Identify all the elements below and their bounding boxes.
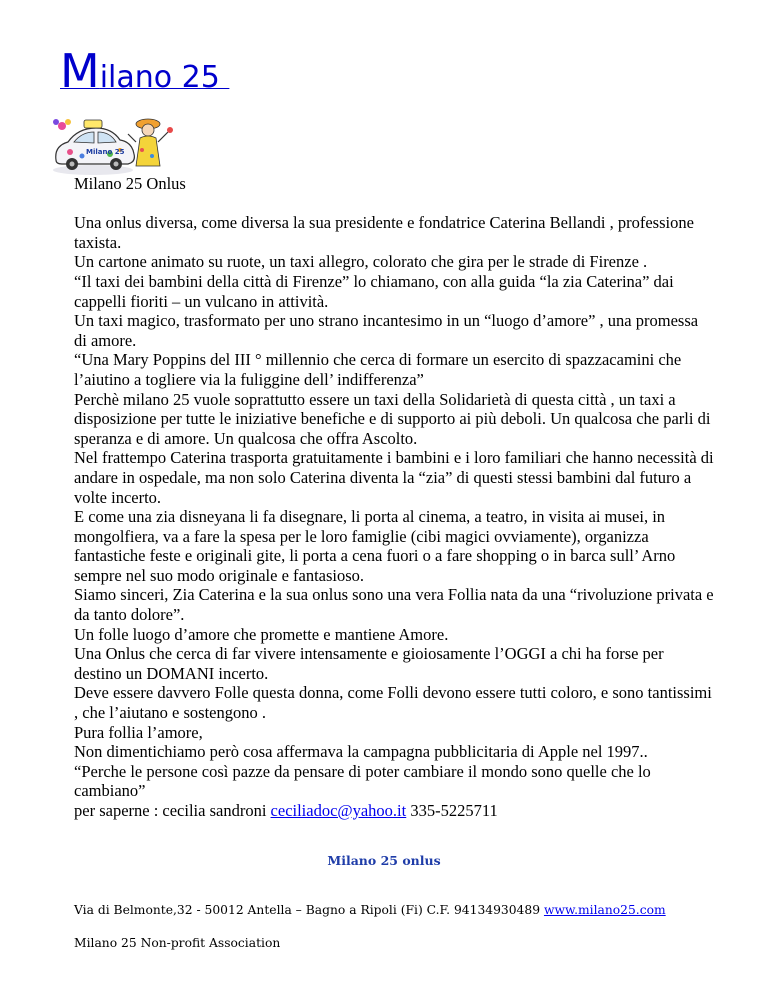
body-paragraph: Una onlus diversa, come diversa la sua presidente e fondatrice Caterina Bellandi , professione taxista. [74, 213, 694, 252]
body-paragraph: “Il taxi dei bambini della città di Firenze” lo chiamano, con alla guida “la zia Caterina” dai cappelli fioriti – un vulcano in attività. [74, 271, 674, 311]
cartoon-taxi-logo-icon [48, 110, 180, 178]
footer-address-line [74, 903, 734, 917]
body-paragraph: Una Onlus che cerca di far vivere intensamente e gioiosamente l’OGGI a chi ha forse per destino un DOMANI incerto. [74, 644, 664, 683]
body-paragraph: “Una Mary Poppins del III ° millennio che cerca di formare un esercito di spazzacamini che l’aiutino a togliere via la fuliggine dell’ indifferenza” [74, 350, 682, 389]
body-paragraph: Nel frattempo Caterina trasporta gratuitamente i bambini e i loro familiari che hanno necessità di andare in ospedale, ma non solo Caterina diventa la “zia” di questi stessi bambini dal futuro a volte incerto. [74, 448, 714, 507]
footer-address: Via di Belmonte,32 - 50012 Antella – Bagno a Ripoli (Fi) C.F. 94134930489 [74, 903, 544, 917]
body-paragraph: Non dimentichiamo però cosa affermava la campagna pubblicitaria di Apple nel 1997.. [74, 742, 648, 762]
website-link[interactable]: www.milano25.com [543, 903, 666, 917]
body-paragraph: Siamo sinceri, Zia Caterina e la sua onlus sono una vera Follia nata da una “rivoluzione privata e da tanto dolore”. [74, 585, 714, 625]
body-paragraph: Un cartone animato su ruote, un taxi allegro, colorato che gira per le strade di Firenze . [74, 252, 648, 272]
title-initial: M [60, 44, 100, 98]
body-paragraph: E come una zia disneyana li fa disegnare, li porta al cinema, a teatro, in visita ai musei, in mongolfiera, va a fare la spesa per le loro famiglie (cibi magici ovviamente), organizza fantastiche feste e originali gite, li porta a cena fuori o a fare shopping o in barca sull’ Arno sempre nel suo modo originale e fantasioso. [74, 507, 676, 585]
paragraph-spacer [74, 194, 714, 214]
contact-email-link[interactable]: ceciliadoc@yahoo.it [270, 801, 407, 820]
body-paragraph: Pura follia l’amore, [74, 722, 203, 742]
title-rest: ilano 25 [99, 60, 230, 95]
body-paragraph: Un taxi magico, trasformato per uno strano incantesimo in un “luogo d’amore” , una promessa di amore. [74, 311, 699, 350]
body-paragraph: Un folle luogo d’amore che promette e mantiene Amore. [74, 624, 449, 644]
svg-text:Milano 25: Milano 25 [86, 148, 125, 156]
contact-line [74, 801, 714, 821]
contact-phone: 335-5225711 [406, 801, 498, 820]
contact-prefix: per saperne : cecilia sandroni [74, 801, 271, 820]
footer-tagline: Milano 25 Non-profit Association [74, 936, 281, 950]
page-title [60, 44, 230, 98]
org-name: Milano 25 Onlus [74, 174, 186, 193]
body-paragraph: Perchè milano 25 vuole soprattutto essere un taxi della Solidarietà di questa città , un taxi a disposizione per tutte le iniziative benefiche e di supporto ai più deboli. Un qualcosa che parli di speranza e di amore. Un qualcosa che offra Ascolto. [74, 389, 711, 448]
footer-org-title: Milano 25 onlus [327, 853, 441, 868]
body-paragraph: “Perche le persone così pazze da pensare di poter cambiare il mondo sono quelle che lo cambiano” [74, 761, 651, 801]
body-paragraph: Deve essere davvero Folle questa donna, come Folli devono essere tutti coloro, e sono tantissimi , che l’aiutano e sostengono . [74, 683, 712, 723]
article-body [74, 174, 714, 821]
